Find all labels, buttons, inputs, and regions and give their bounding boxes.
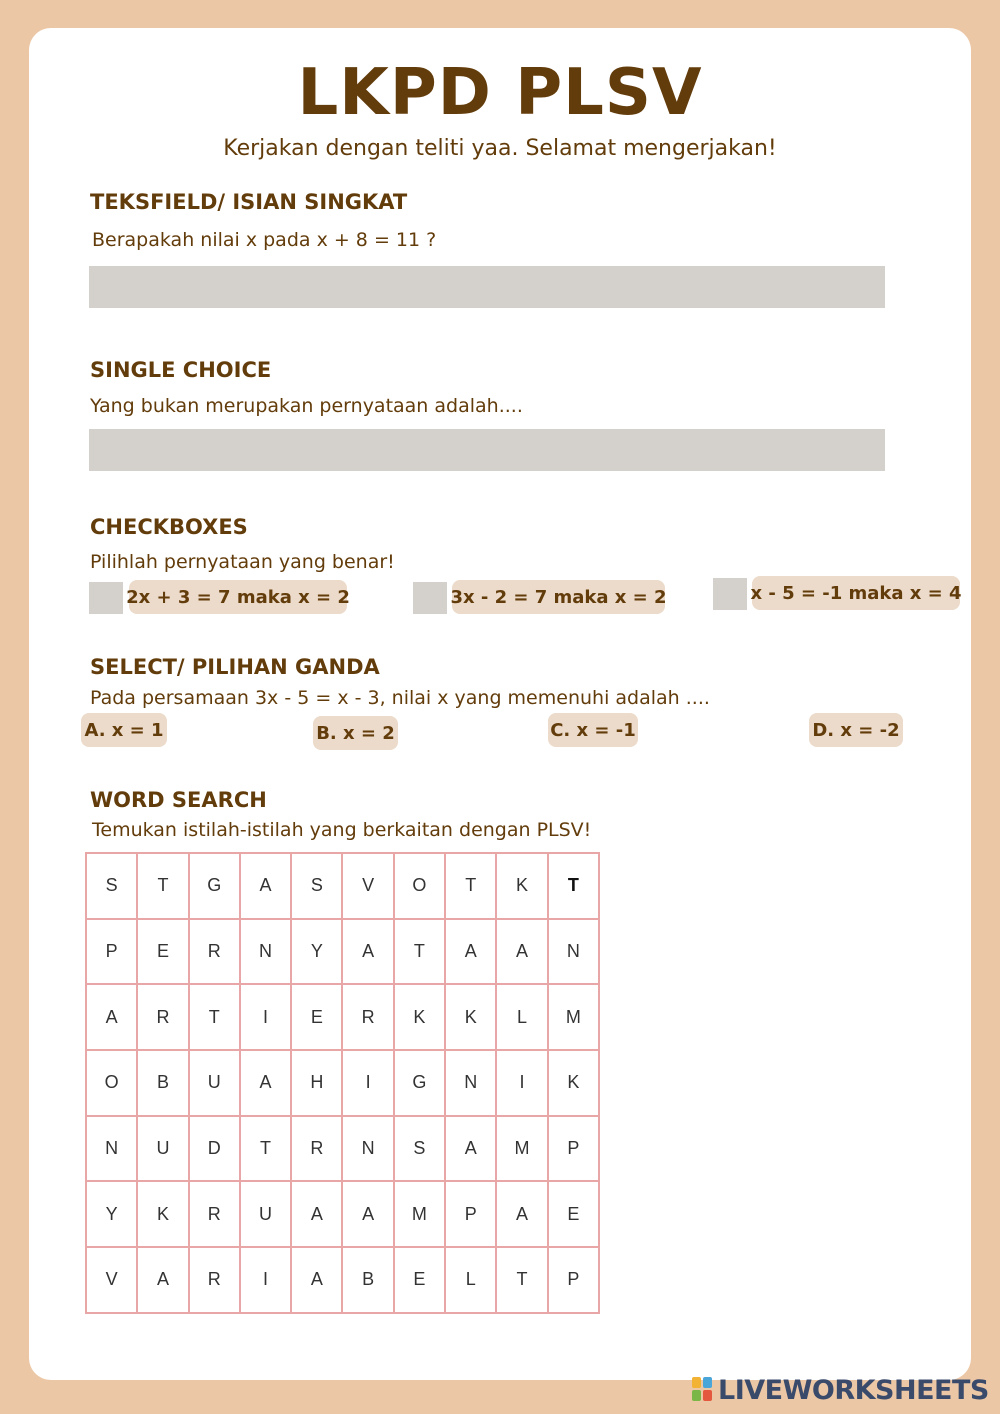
- word-search-cell[interactable]: L: [446, 1248, 497, 1314]
- textfield-heading: TEKSFIELD/ ISIAN SINGKAT: [90, 190, 408, 214]
- word-search-cell[interactable]: A: [138, 1248, 189, 1314]
- word-search-cell[interactable]: G: [190, 854, 241, 920]
- select-option-b[interactable]: B. x = 2: [313, 716, 398, 750]
- word-search-grid[interactable]: [85, 852, 600, 1314]
- word-search-cell[interactable]: T: [395, 920, 446, 986]
- textfield-question: Berapakah nilai x pada x + 8 = 11 ?: [92, 229, 437, 251]
- word-search-cell[interactable]: S: [395, 1117, 446, 1183]
- word-search-cell[interactable]: R: [190, 1182, 241, 1248]
- word-search-cell[interactable]: A: [241, 1051, 292, 1117]
- liveworksheets-logo: [692, 1372, 989, 1408]
- word-search-cell[interactable]: P: [87, 920, 138, 986]
- select-option-a[interactable]: A. x = 1: [81, 713, 167, 747]
- word-search-cell[interactable]: I: [497, 1051, 548, 1117]
- word-search-cell[interactable]: M: [549, 985, 600, 1051]
- word-search-cell[interactable]: A: [292, 1248, 343, 1314]
- word-search-cell[interactable]: O: [395, 854, 446, 920]
- word-search-cell[interactable]: I: [241, 985, 292, 1051]
- word-search-cell[interactable]: M: [395, 1182, 446, 1248]
- checkboxes-heading: CHECKBOXES: [90, 515, 248, 539]
- single-choice-heading: SINGLE CHOICE: [90, 358, 272, 382]
- word-search-cell[interactable]: A: [446, 920, 497, 986]
- word-search-cell[interactable]: N: [446, 1051, 497, 1117]
- word-search-cell[interactable]: P: [549, 1117, 600, 1183]
- word-search-cell[interactable]: A: [446, 1117, 497, 1183]
- page-subtitle: Kerjakan dengan teliti yaa. Selamat mengerjakan!: [223, 136, 777, 161]
- word-search-cell[interactable]: N: [241, 920, 292, 986]
- word-search-cell[interactable]: S: [87, 854, 138, 920]
- select-heading: SELECT/ PILIHAN GANDA: [90, 655, 380, 679]
- word-search-cell[interactable]: A: [343, 1182, 394, 1248]
- checkboxes-question: Pilihlah pernyataan yang benar!: [90, 551, 395, 573]
- word-search-cell[interactable]: T: [446, 854, 497, 920]
- word-search-cell[interactable]: U: [241, 1182, 292, 1248]
- word-search-cell[interactable]: A: [497, 920, 548, 986]
- word-search-cell[interactable]: T: [190, 985, 241, 1051]
- word-search-cell[interactable]: B: [138, 1051, 189, 1117]
- checkbox-option-3: x - 5 = -1 maka x = 4: [752, 576, 960, 610]
- word-search-cell[interactable]: N: [87, 1117, 138, 1183]
- word-search-cell[interactable]: A: [87, 985, 138, 1051]
- word-search-cell[interactable]: A: [292, 1182, 343, 1248]
- word-search-cell[interactable]: K: [497, 854, 548, 920]
- checkbox-option-2: 3x - 2 = 7 maka x = 2: [452, 580, 665, 614]
- checkbox-2[interactable]: [413, 582, 447, 614]
- word-search-cell[interactable]: M: [497, 1117, 548, 1183]
- word-search-cell[interactable]: E: [292, 985, 343, 1051]
- word-search-cell[interactable]: T: [138, 854, 189, 920]
- single-choice-dropdown[interactable]: [89, 429, 885, 471]
- logo-text: LIVEWORKSHEETS: [718, 1374, 989, 1406]
- word-search-cell[interactable]: P: [446, 1182, 497, 1248]
- word-search-cell[interactable]: E: [549, 1182, 600, 1248]
- word-search-cell[interactable]: B: [343, 1248, 394, 1314]
- word-search-cell[interactable]: T: [549, 854, 600, 920]
- word-search-cell[interactable]: K: [446, 985, 497, 1051]
- word-search-cell[interactable]: I: [241, 1248, 292, 1314]
- word-search-cell[interactable]: L: [497, 985, 548, 1051]
- word-search-cell[interactable]: I: [343, 1051, 394, 1117]
- word-search-cell[interactable]: E: [138, 920, 189, 986]
- word-search-cell[interactable]: K: [138, 1182, 189, 1248]
- word-search-cell[interactable]: U: [190, 1051, 241, 1117]
- word-search-cell[interactable]: U: [138, 1117, 189, 1183]
- word-search-cell[interactable]: R: [292, 1117, 343, 1183]
- page-title: LKPD PLSV: [297, 56, 703, 130]
- select-option-c[interactable]: C. x = -1: [548, 713, 638, 747]
- textfield-answer-input[interactable]: [89, 266, 885, 308]
- word-search-cell[interactable]: K: [549, 1051, 600, 1117]
- word-search-cell[interactable]: T: [241, 1117, 292, 1183]
- word-search-cell[interactable]: S: [292, 854, 343, 920]
- word-search-instruction: Temukan istilah-istilah yang berkaitan dengan PLSV!: [92, 819, 592, 841]
- word-search-cell[interactable]: H: [292, 1051, 343, 1117]
- word-search-cell[interactable]: V: [87, 1248, 138, 1314]
- word-search-cell[interactable]: R: [343, 985, 394, 1051]
- word-search-cell[interactable]: T: [497, 1248, 548, 1314]
- word-search-cell[interactable]: A: [497, 1182, 548, 1248]
- word-search-cell[interactable]: Y: [87, 1182, 138, 1248]
- word-search-cell[interactable]: Y: [292, 920, 343, 986]
- word-search-cell[interactable]: V: [343, 854, 394, 920]
- word-search-cell[interactable]: A: [241, 854, 292, 920]
- word-search-cell[interactable]: N: [549, 920, 600, 986]
- word-search-cell[interactable]: O: [87, 1051, 138, 1117]
- select-question: Pada persamaan 3x - 5 = x - 3, nilai x yang memenuhi adalah ....: [90, 687, 710, 709]
- word-search-cell[interactable]: R: [190, 1248, 241, 1314]
- word-search-cell[interactable]: R: [190, 920, 241, 986]
- word-search-cell[interactable]: N: [343, 1117, 394, 1183]
- checkbox-1[interactable]: [89, 582, 123, 614]
- checkbox-option-1: 2x + 3 = 7 maka x = 2: [129, 580, 347, 614]
- select-option-d[interactable]: D. x = -2: [809, 713, 903, 747]
- word-search-cell[interactable]: E: [395, 1248, 446, 1314]
- word-search-cell[interactable]: A: [343, 920, 394, 986]
- single-choice-question: Yang bukan merupakan pernyataan adalah....: [90, 395, 523, 417]
- word-search-cell[interactable]: G: [395, 1051, 446, 1117]
- word-search-cell[interactable]: R: [138, 985, 189, 1051]
- checkbox-3[interactable]: [713, 578, 747, 610]
- word-search-heading: WORD SEARCH: [90, 788, 267, 812]
- word-search-cell[interactable]: K: [395, 985, 446, 1051]
- word-search-cell[interactable]: P: [549, 1248, 600, 1314]
- liveworksheets-logo-icon: [692, 1377, 714, 1403]
- word-search-cell[interactable]: D: [190, 1117, 241, 1183]
